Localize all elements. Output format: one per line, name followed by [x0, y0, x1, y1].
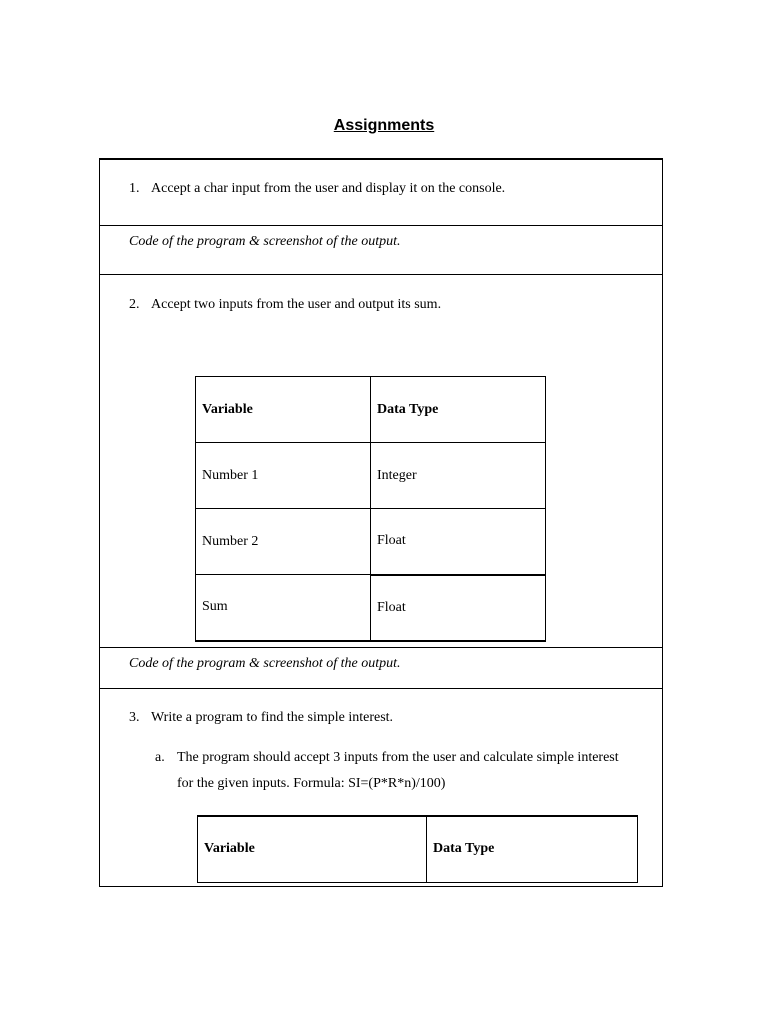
subitem-line-2: for the given inputs. Formula: SI=(P*R*n)/100)	[177, 776, 446, 791]
table-cell: Number 1	[196, 443, 371, 509]
assignment-3-subitem-a	[155, 749, 619, 767]
table-cell: Integer	[371, 443, 546, 509]
variables-table-2	[195, 376, 546, 642]
assignment-2	[129, 296, 441, 314]
page-title: Assignments	[333, 117, 435, 134]
assignments-table	[99, 158, 663, 887]
assignment-2-text: Accept two inputs from the user and output its sum.	[151, 297, 442, 312]
subitem-line-1: The program should accept 3 inputs from the user and calculate simple interest	[177, 750, 619, 765]
header-variable: Variable	[196, 377, 371, 443]
row-divider	[100, 688, 662, 689]
row-divider	[100, 647, 662, 648]
table-cell: Float	[371, 575, 546, 641]
variables-table-3	[197, 815, 638, 883]
header-data-type: Data Type	[371, 377, 546, 443]
table-cell: Float	[371, 509, 546, 575]
table-cell: Number 2	[196, 509, 371, 575]
assignment-1	[129, 180, 505, 198]
assignment-1-text: Accept a char input from the user and display it on the console.	[151, 181, 506, 196]
assignment-2-number: 2.	[129, 297, 140, 312]
table-row	[196, 509, 546, 575]
assignment-3-text: Write a program to find the simple interest.	[151, 710, 394, 725]
row-divider	[100, 225, 662, 226]
row-divider	[100, 274, 662, 275]
assignment-3-number: 3.	[129, 710, 140, 725]
table-header-row	[198, 816, 638, 882]
table-row	[196, 575, 546, 641]
assignment-1-note: Code of the program & screenshot of the output.	[129, 234, 401, 249]
header-data-type: Data Type	[427, 816, 638, 882]
table-header-row	[196, 377, 546, 443]
table-row	[196, 443, 546, 509]
header-variable: Variable	[198, 816, 427, 882]
subitem-label: a.	[155, 750, 165, 765]
assignment-3	[129, 709, 393, 727]
table-cell: Sum	[196, 575, 371, 641]
assignment-2-note: Code of the program & screenshot of the output.	[129, 656, 401, 671]
assignment-1-number: 1.	[129, 181, 140, 196]
